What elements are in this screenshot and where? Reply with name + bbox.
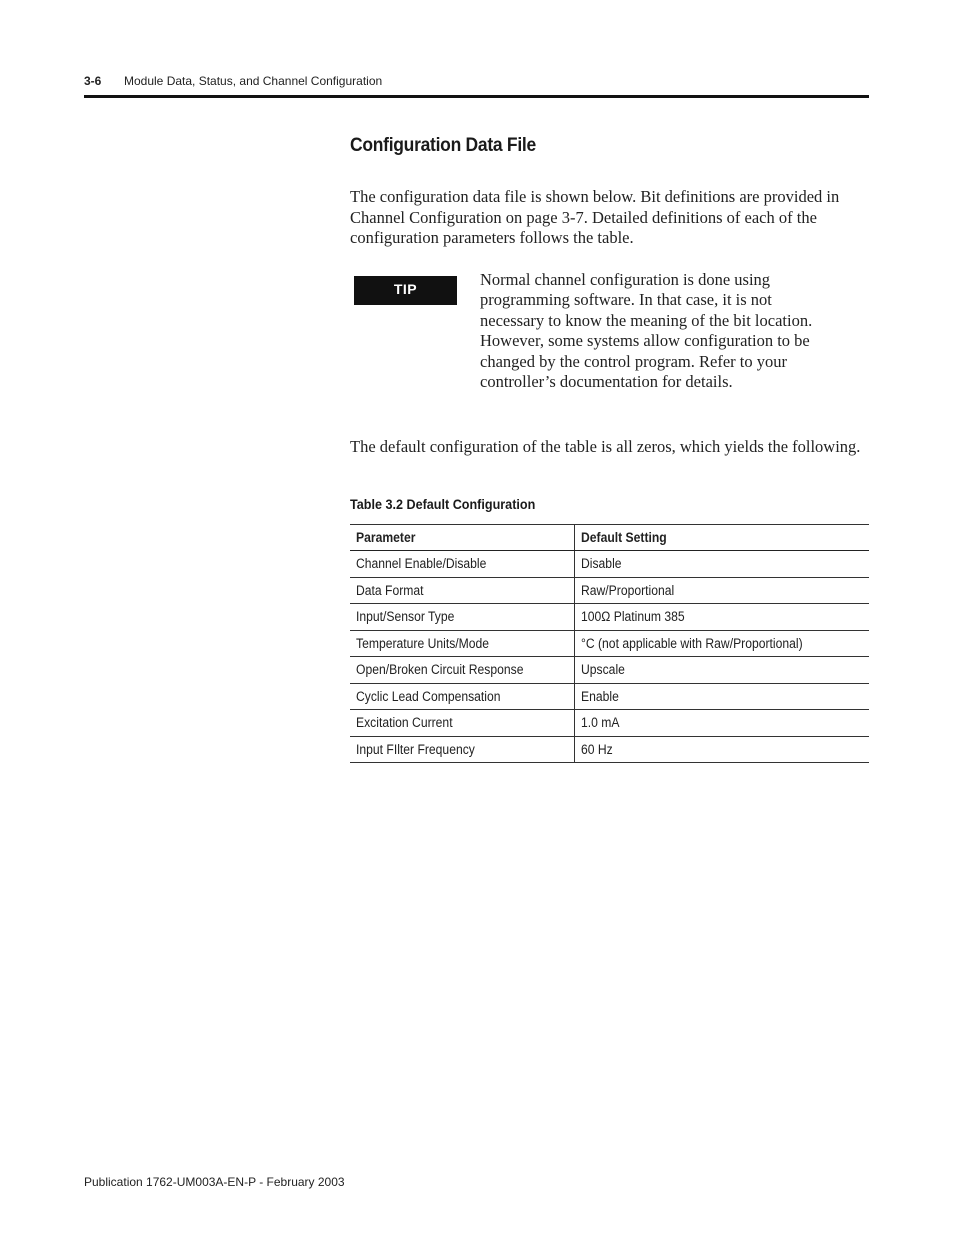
- publication-footer: Publication 1762-UM003A-EN-P - February 2003: [84, 1175, 345, 1189]
- intro-paragraph: The configuration data file is shown below. Bit definitions are provided in Channel Configuration on page 3-7. Detailed definitions of each of the configuration parameters follows the table.: [350, 187, 840, 247]
- parameter-cell: Input/Sensor Type: [350, 604, 575, 631]
- parameter-cell: Channel Enable/Disable: [350, 551, 575, 578]
- page-number: 3-6: [84, 74, 102, 88]
- table-row: [350, 736, 869, 763]
- default-paragraph: The default configuration of the table is all zeros, which yields the following.: [350, 437, 861, 456]
- table-row: [350, 710, 869, 737]
- default-setting-cell: 60 Hz: [575, 736, 870, 763]
- section-title: Configuration Data File: [350, 135, 536, 156]
- table-row: [350, 551, 869, 578]
- column-header-default-setting: Default Setting: [575, 525, 870, 551]
- default-setting-cell: 100Ω Platinum 385: [575, 604, 870, 631]
- default-setting-cell: Raw/Proportional: [575, 577, 870, 604]
- table-row: [350, 604, 869, 631]
- default-setting-cell: 1.0 mA: [575, 710, 870, 737]
- header-divider: [84, 95, 869, 98]
- parameter-cell: Temperature Units/Mode: [350, 630, 575, 657]
- default-setting-cell: Enable: [575, 683, 870, 710]
- parameter-cell: Open/Broken Circuit Response: [350, 657, 575, 684]
- table-header-row: [350, 525, 869, 551]
- table-row: [350, 577, 869, 604]
- parameter-cell: Input FIlter Frequency: [350, 736, 575, 763]
- default-setting-cell: Upscale: [575, 657, 870, 684]
- table-row: [350, 683, 869, 710]
- parameter-cell: Excitation Current: [350, 710, 575, 737]
- table-row: [350, 657, 869, 684]
- table-row: [350, 630, 869, 657]
- tip-text: Normal channel configuration is done using programming software. In that case, it is not necessary to know the meaning of the bit location. However, some systems allow configuration to be changed by the control program. Refer to your controller’s documentation for details.: [480, 270, 813, 392]
- tip-label: TIP: [354, 276, 457, 305]
- parameter-cell: Cyclic Lead Compensation: [350, 683, 575, 710]
- column-header-parameter: Parameter: [350, 525, 575, 551]
- chapter-title: Module Data, Status, and Channel Configuration: [124, 74, 383, 88]
- running-header: [84, 74, 382, 88]
- parameter-cell: Data Format: [350, 577, 575, 604]
- default-setting-cell: Disable: [575, 551, 870, 578]
- default-setting-cell: °C (not applicable with Raw/Proportional): [575, 630, 870, 657]
- table-caption: Table 3.2 Default Configuration: [350, 496, 536, 512]
- default-configuration-table: [350, 524, 869, 763]
